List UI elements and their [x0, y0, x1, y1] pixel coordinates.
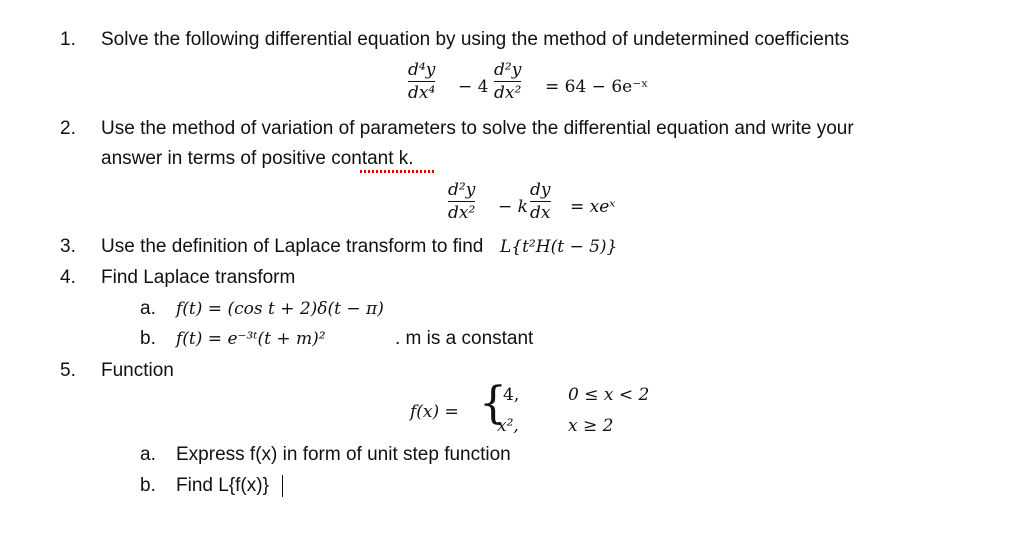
q2-text-line2 [101, 148, 414, 170]
q2-text-line1: Use the method of variation of parameters to solve the differential equation and write your [101, 118, 854, 139]
fraction-bar [448, 201, 475, 202]
q2-number: 2. [60, 118, 76, 139]
q2-fraction-2-numerator: dy [530, 180, 551, 200]
q2-fraction-1-denominator: dx² [448, 203, 476, 223]
text-cursor [282, 475, 283, 497]
q5-case2-value: x², [497, 416, 519, 436]
q2-fraction-1 [448, 180, 475, 223]
q4b-text: . m is a constant [395, 328, 534, 349]
q5b-label: b. [140, 475, 156, 496]
q1-rhs: = 64 − 6e⁻ˣ [545, 77, 649, 97]
q5a-text: Express f(x) in form of unit step function [176, 444, 511, 465]
q5b-text: Find L{f(x)} [176, 475, 269, 496]
q5-case2-condition: x ≥ 2 [568, 416, 614, 436]
q4-number: 4. [60, 267, 76, 288]
q1-fraction-2-denominator: dx² [494, 83, 522, 103]
q1-operator: − 4 [458, 77, 489, 97]
q5-fx: f(x) = [410, 402, 459, 422]
q5-case1-value: 4, [503, 385, 520, 405]
q1-fraction-1 [408, 60, 435, 103]
q1-fraction-1-numerator: d⁴y [408, 60, 436, 80]
q1-number: 1. [60, 29, 76, 50]
fraction-bar [408, 81, 435, 82]
fraction-bar [530, 201, 551, 202]
q2-text-line2-a: answer in terms of positive [101, 148, 332, 169]
q5a-label: a. [140, 444, 156, 465]
q4b-math: f(t) = e⁻³ᵗ(t + m)² [176, 329, 326, 349]
q5-text: Function [101, 360, 174, 381]
q3-text: Use the definition of Laplace transform to find [101, 236, 484, 257]
left-brace: { [479, 378, 507, 429]
q2-misspelled-word: contant [331, 148, 394, 169]
q1-fraction-2 [494, 60, 521, 103]
q5-case1-condition: 0 ≤ x < 2 [568, 385, 650, 405]
q2-rhs: = xeˣ [570, 197, 616, 217]
q1-text: Solve the following differential equation by using the method of undetermined coefficients [101, 29, 850, 50]
q2-fraction-2-denominator: dx [530, 203, 551, 223]
q2-fraction-1-numerator: d²y [448, 180, 476, 200]
q4-text: Find Laplace transform [101, 267, 296, 288]
q4a-label: a. [140, 298, 156, 319]
q5-number: 5. [60, 360, 76, 381]
q2-operator: − k [498, 197, 528, 217]
q4b-label: b. [140, 328, 156, 349]
spellcheck-underline [360, 170, 435, 173]
q3-math: L{t²H(t − 5)} [500, 237, 618, 257]
q3-number: 3. [60, 236, 76, 257]
q4a-math: f(t) = (cos t + 2)δ(t − π) [176, 299, 384, 319]
fraction-bar [494, 81, 521, 82]
q1-fraction-1-denominator: dx⁴ [408, 83, 436, 103]
q2-fraction-2 [530, 180, 551, 223]
q2-text-line2-c: k. [393, 148, 414, 169]
q1-fraction-2-numerator: d²y [494, 60, 522, 80]
